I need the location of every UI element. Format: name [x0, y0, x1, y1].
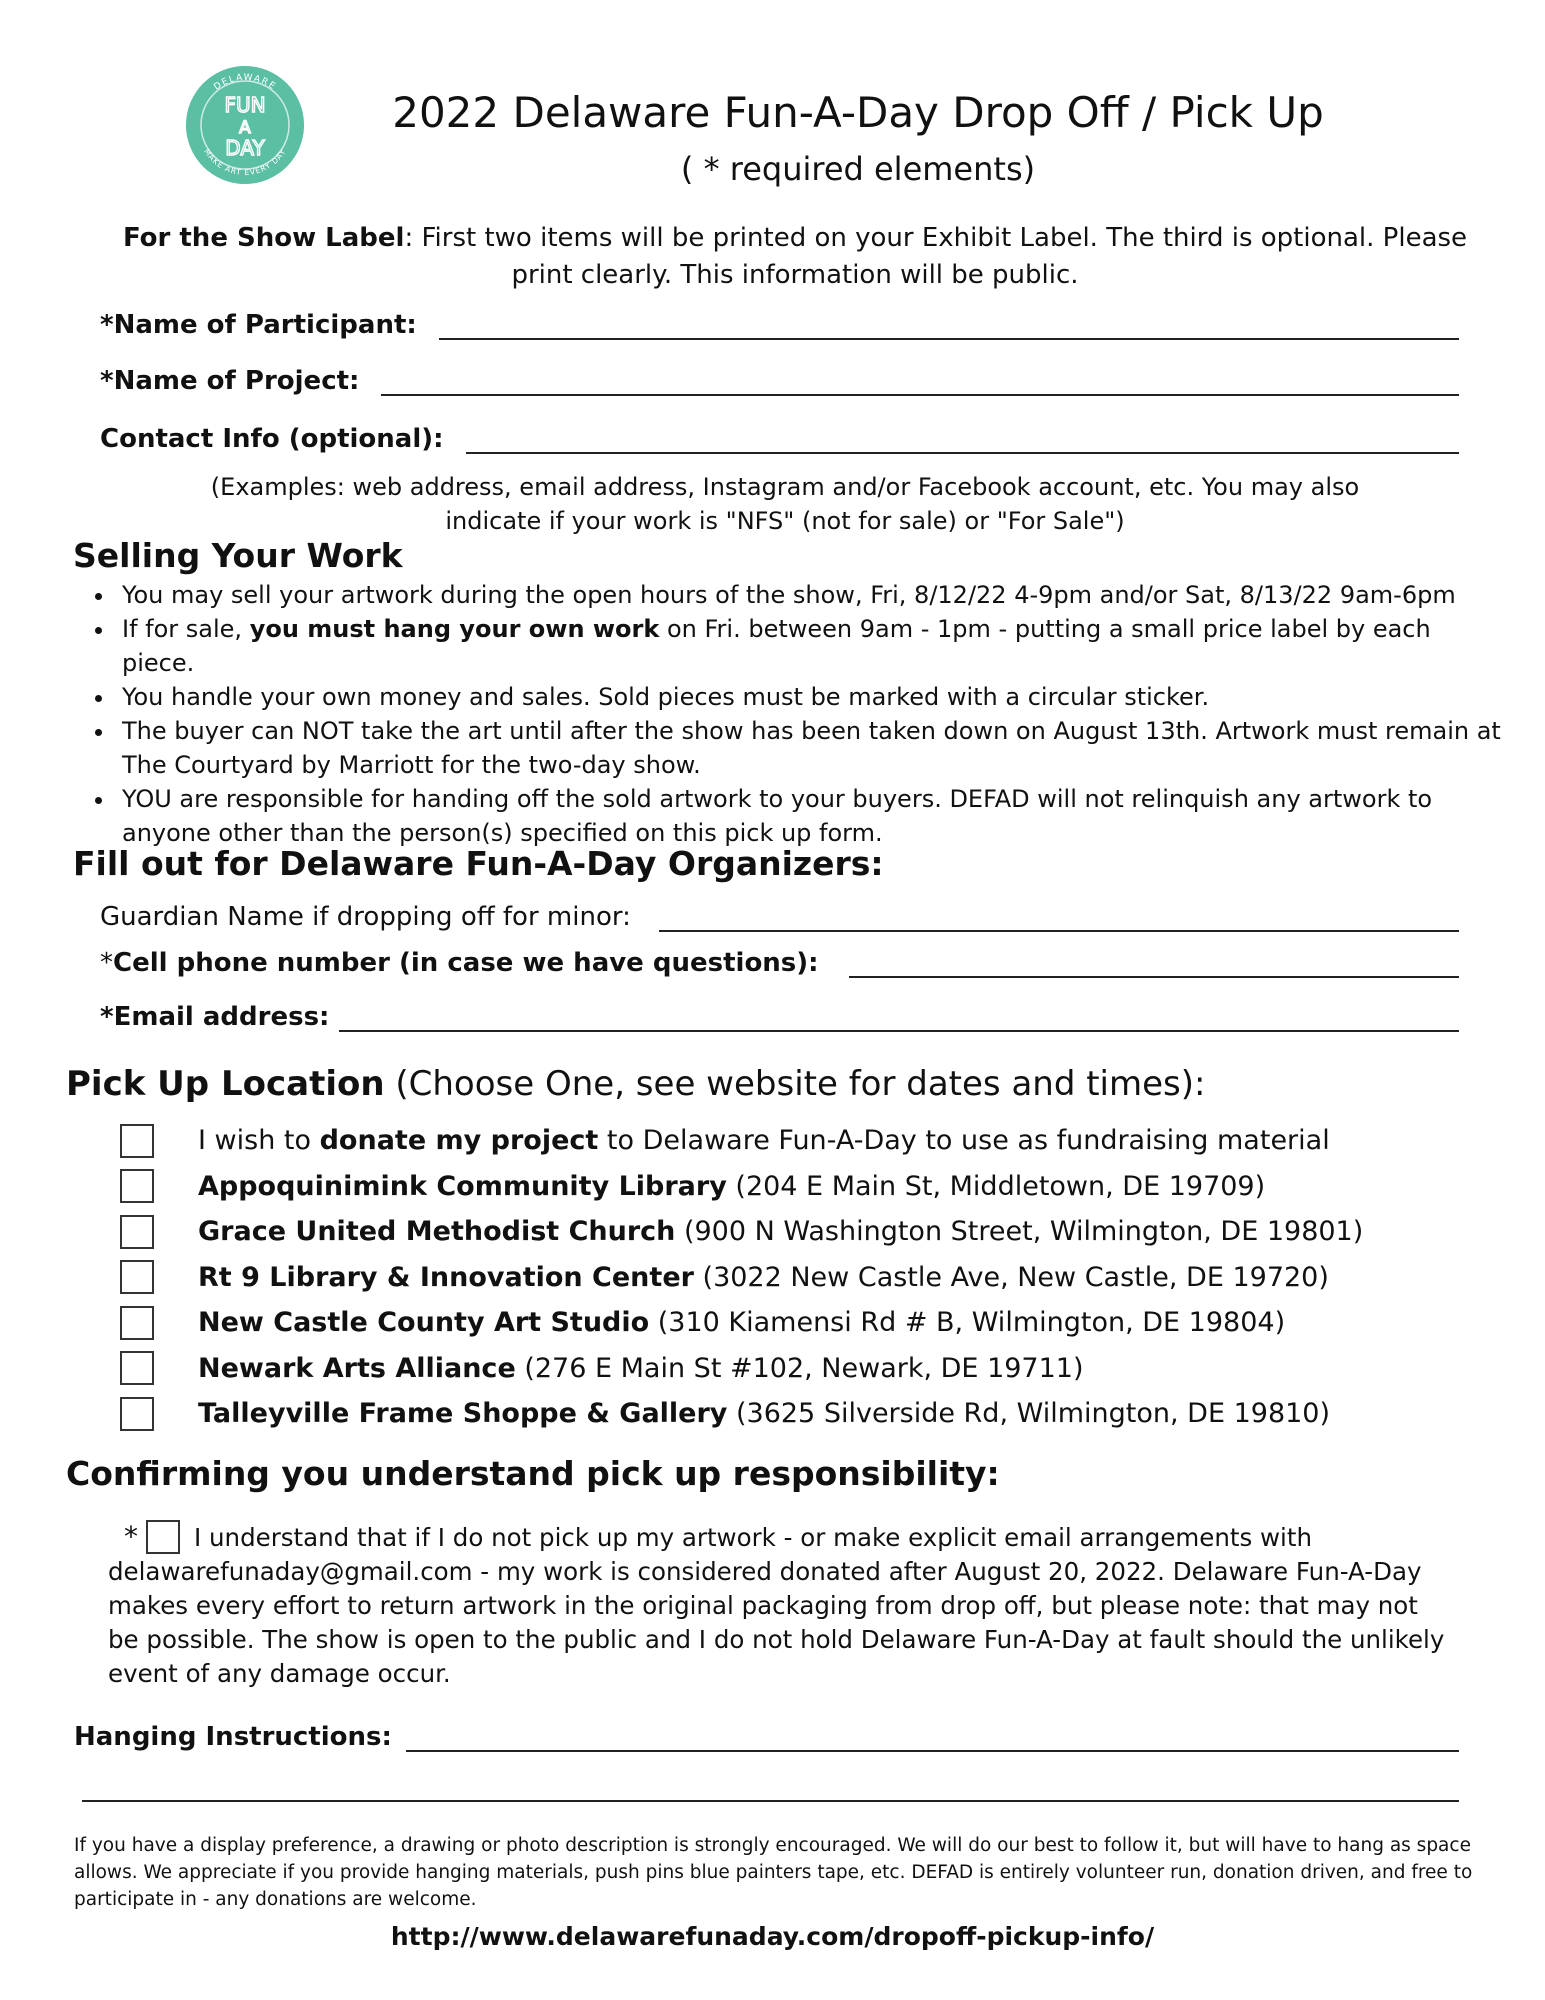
pickup-option-text — [198, 1353, 1084, 1384]
participant-name-label: *Name of Participant: — [100, 310, 417, 340]
confirm-checkbox[interactable] — [146, 1520, 180, 1554]
logo-top-text: DELAWARE — [212, 72, 278, 93]
pickup-option-text — [198, 1216, 1363, 1247]
hanging-instructions-field[interactable] — [74, 1712, 1459, 1752]
pickup-option-talleyville[interactable] — [120, 1391, 1420, 1437]
logo-word-day: DAY — [225, 136, 265, 160]
bullet-2-pre: If for sale, — [122, 615, 250, 643]
option-pre: I wish to — [198, 1125, 320, 1157]
pickup-checkbox-donate[interactable] — [120, 1124, 154, 1158]
examples-line-1: (Examples: web address, email address, Instagram and/or Facebook account, etc. You may also — [210, 473, 1360, 501]
info-url[interactable]: http://www.delawarefunaday.com/dropoff-pickup-info/ — [390, 1922, 1155, 1951]
cell-phone-star: * — [100, 948, 113, 978]
pickup-heading-rest: (Choose One, see website for dates and times): — [384, 1064, 1206, 1104]
pickup-checkbox-talleyville[interactable] — [120, 1397, 154, 1431]
pickup-option-rt9-library[interactable] — [120, 1255, 1420, 1301]
guardian-name-field[interactable] — [100, 892, 1459, 932]
pickup-checkbox-grace-united[interactable] — [120, 1215, 154, 1249]
selling-heading: Selling Your Work — [73, 536, 403, 575]
organizers-heading: Fill out for Delaware Fun-A-Day Organizers: — [73, 844, 884, 883]
confirm-block — [108, 1520, 1453, 1691]
email-label: *Email address: — [100, 1002, 330, 1032]
option-bold: Grace United Methodist Church — [198, 1216, 676, 1248]
pickup-heading-bold: Pick Up Location — [66, 1064, 385, 1104]
option-bold: Rt 9 Library & Innovation Center — [198, 1261, 694, 1293]
show-label-intro — [100, 220, 1490, 294]
selling-bullet-5: • YOU are responsible for handing off the sold artwork to your buyers. DEFAD will not relinquish any artwork to anyone other than the person(s) specified on this pick up form. — [116, 782, 1506, 850]
pickup-checkbox-newark-arts[interactable] — [120, 1351, 154, 1385]
project-name-input[interactable] — [381, 394, 1459, 396]
pickup-heading — [66, 1064, 1205, 1104]
option-bold: donate my project — [319, 1125, 599, 1157]
option-post: (276 E Main St #102, Newark, DE 19711) — [515, 1352, 1084, 1384]
email-input[interactable] — [339, 1030, 1459, 1032]
project-name-field[interactable] — [100, 356, 1459, 396]
pickup-option-text — [198, 1171, 1265, 1202]
option-post: (310 Kiamensi Rd # B, Wilmington, DE 19804) — [649, 1307, 1286, 1339]
option-bold: Talleyville Frame Shoppe & Gallery — [198, 1398, 728, 1430]
cell-phone-label-text: Cell phone number (in case we have questions): — [113, 948, 819, 978]
page-subtitle: ( * required elements) — [680, 150, 1036, 188]
option-post: to Delaware Fun-A-Day to use as fundraising material — [598, 1125, 1330, 1157]
selling-bullet-2 — [116, 612, 1506, 680]
contact-examples — [140, 470, 1430, 538]
cell-phone-input[interactable] — [849, 976, 1459, 978]
selling-bullet-1: • You may sell your artwork during the open hours of the show, Fri, 8/12/22 4-9pm and/or Sat, 8/13/22 9am-6pm — [116, 578, 1506, 612]
option-bold: Newark Arts Alliance — [198, 1352, 516, 1384]
option-post: (3625 Silverside Rd, Wilmington, DE 19810) — [727, 1398, 1331, 1430]
pickup-option-text — [198, 1398, 1330, 1429]
guardian-name-input[interactable] — [659, 930, 1459, 932]
option-post: (204 E Main St, Middletown, DE 19709) — [726, 1170, 1266, 1202]
participant-name-field[interactable] — [100, 300, 1459, 340]
pickup-checkbox-ncc-art-studio[interactable] — [120, 1306, 154, 1340]
option-bold: New Castle County Art Studio — [198, 1307, 650, 1339]
hanging-instructions-input[interactable] — [406, 1750, 1459, 1752]
footnote: If you have a display preference, a drawing or photo description is strongly encouraged. We will do our best to follow it, but will have to hang as space allows. We appreciate if you provide hanging materials, push pins blue painters tape, etc. DEFAD is entirely volunteer run, donation driven, and free to participate in - any donations are welcome. — [74, 1835, 1473, 1910]
logo-word-fun: FUN — [224, 93, 266, 117]
guardian-name-label: Guardian Name if dropping off for minor: — [100, 902, 631, 932]
bullet-2-post: on Fri. between 9am - 1pm - putting a small price label by each piece. — [122, 615, 1431, 677]
pickup-checkbox-rt9-library[interactable] — [120, 1260, 154, 1294]
pickup-option-newark-arts[interactable] — [120, 1346, 1420, 1392]
examples-line-2: indicate if your work is "NFS" (not for sale) or "For Sale") — [445, 507, 1125, 535]
contact-info-label: Contact Info (optional): — [100, 424, 444, 454]
show-label-text: : First two items will be printed on your Exhibit Label. The third is optional. Please print clearly. This information will be public. — [404, 223, 1468, 290]
pickup-option-text — [198, 1125, 1330, 1156]
selling-bullets — [86, 578, 1506, 850]
page-title: 2022 Delaware Fun-A-Day Drop Off / Pick Up — [392, 88, 1324, 137]
confirm-required-star: * — [124, 1520, 138, 1553]
selling-bullet-4: • The buyer can NOT take the art until after the show has been taken down on August 13th. Artwork must remain at The Courtyard by Marriott for the two-day show. — [116, 714, 1506, 782]
option-post: (3022 New Castle Ave, New Castle, DE 19720) — [693, 1261, 1329, 1293]
logo-bottom-text: MAKE ART EVERY DAY — [202, 147, 288, 178]
pickup-option-grace-united[interactable] — [120, 1209, 1420, 1255]
hanging-instructions-line-2[interactable] — [82, 1800, 1459, 1802]
pickup-options — [120, 1118, 1420, 1437]
confirm-text: I understand that if I do not pick up my artwork - or make explicit email arrangements with delawarefunaday@gmail.com - my work is considered donated after August 20, 2022. Delaware Fun-A-Day makes every effort to return artwork in the original packaging from drop off, but please note: that may not be possible. The show is open to the public and I do not hold Delaware Fun-A-Day at fault should the unlikely event of any damage occur. — [108, 1523, 1445, 1688]
pickup-option-appoquinimink[interactable] — [120, 1164, 1420, 1210]
pickup-checkbox-appoquinimink[interactable] — [120, 1169, 154, 1203]
pickup-option-text — [198, 1262, 1329, 1293]
pickup-option-donate[interactable] — [120, 1118, 1420, 1164]
email-field[interactable] — [100, 992, 1459, 1032]
project-name-label: *Name of Project: — [100, 366, 360, 396]
selling-bullet-3: • You handle your own money and sales. Sold pieces must be marked with a circular sticker. — [116, 680, 1506, 714]
contact-info-field[interactable] — [100, 414, 1459, 454]
pickup-option-ncc-art-studio[interactable] — [120, 1300, 1420, 1346]
option-post: (900 N Washington Street, Wilmington, DE 19801) — [675, 1216, 1364, 1248]
contact-info-input[interactable] — [466, 452, 1459, 454]
confirm-heading: Confirming you understand pick up responsibility: — [66, 1454, 1000, 1493]
cell-phone-field[interactable] — [100, 938, 1459, 978]
bullet-2-bold: you must hang your own work — [249, 615, 660, 643]
hanging-instructions-label: Hanging Instructions: — [74, 1722, 392, 1752]
option-bold: Appoquinimink Community Library — [198, 1170, 727, 1202]
participant-name-input[interactable] — [439, 338, 1459, 340]
logo-word-a: A — [239, 118, 251, 138]
show-label-heading: For the Show Label — [122, 223, 405, 253]
pickup-option-text — [198, 1307, 1285, 1338]
cell-phone-label — [100, 948, 849, 978]
